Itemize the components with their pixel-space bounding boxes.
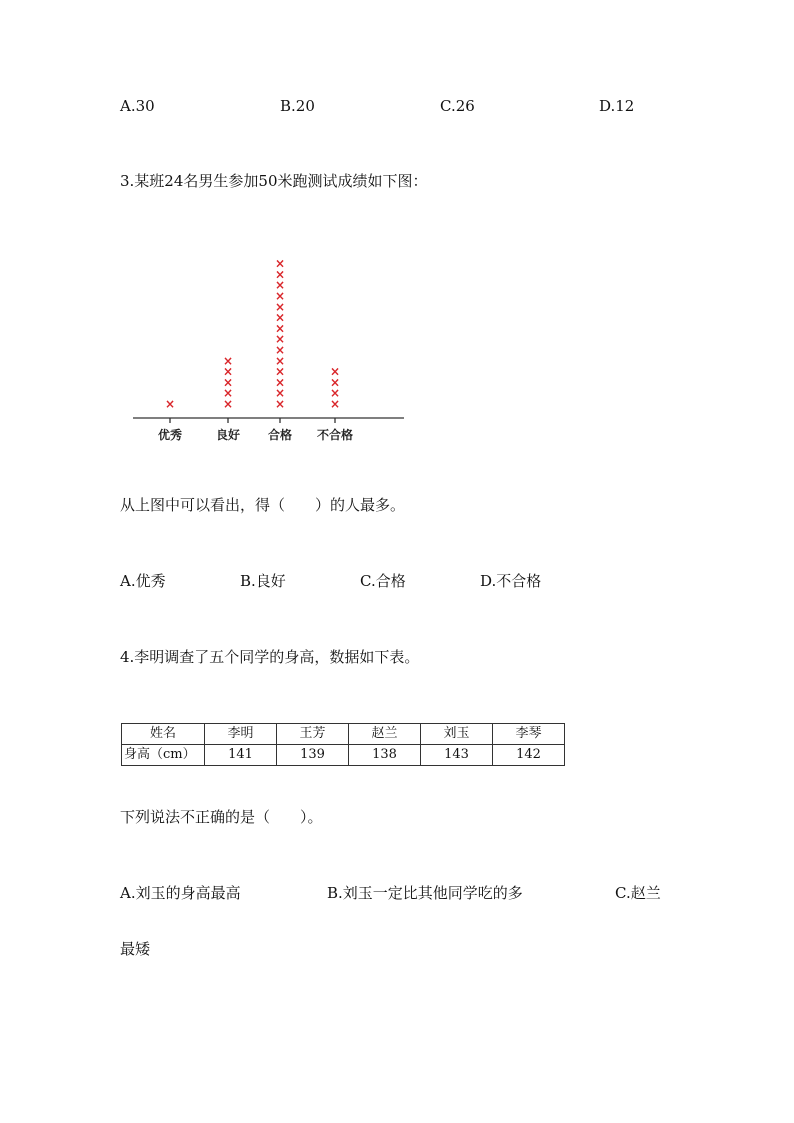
dot-mark: × xyxy=(274,332,286,347)
table-header-row xyxy=(122,724,565,745)
table-cell: 138 xyxy=(349,745,421,766)
q4-option-c: C.赵兰 xyxy=(615,884,661,902)
table-cell: 141 xyxy=(205,745,277,766)
dot-mark: × xyxy=(329,397,341,411)
dot-mark: × xyxy=(274,321,286,336)
dot-mark: × xyxy=(274,343,286,357)
x-tick-label: 不合格 xyxy=(316,428,354,442)
table-cell: 139 xyxy=(277,745,349,766)
table-cell: 王芳 xyxy=(277,724,349,745)
dot-mark: × xyxy=(222,386,234,401)
dot-mark: × xyxy=(329,364,341,379)
q2-option-d: D.12 xyxy=(599,97,635,115)
q3-option-a: A.优秀 xyxy=(120,572,166,590)
dot-mark: × xyxy=(274,353,286,368)
dot-mark: × xyxy=(274,289,286,303)
dot-mark: × xyxy=(222,397,234,411)
dot-mark: × xyxy=(274,278,286,293)
table-cell: 李琴 xyxy=(493,724,565,745)
dot-mark: × xyxy=(274,386,286,401)
height-table xyxy=(121,723,565,766)
dot-mark: × xyxy=(274,364,286,379)
dot-mark: × xyxy=(329,386,341,401)
dot-mark: × xyxy=(274,267,286,282)
q4-option-a: A.刘玉的身高最高 xyxy=(120,884,241,902)
q4-question: 下列说法不正确的是（ ）。 xyxy=(120,808,323,826)
dot-mark: × xyxy=(164,397,176,411)
q4-stem: 4.李明调查了五个同学的身高，数据如下表。 xyxy=(120,648,420,666)
q2-option-b: B.20 xyxy=(280,97,315,115)
q3-stem: 3.某班24名男生参加50米跑测试成绩如下图： xyxy=(120,172,428,190)
q3-question: 从上图中可以看出，得（ ）的人最多。 xyxy=(120,496,406,514)
table-cell: 赵兰 xyxy=(349,724,421,745)
q2-option-c: C.26 xyxy=(440,97,475,115)
table-cell: 143 xyxy=(421,745,493,766)
dot-mark: × xyxy=(274,299,286,314)
q2-option-a: A.30 xyxy=(120,97,155,115)
table-row xyxy=(122,745,565,766)
table-cell: 姓名 xyxy=(122,724,205,745)
dot-mark: × xyxy=(222,364,234,379)
dot-mark: × xyxy=(274,310,286,325)
table-cell: 李明 xyxy=(205,724,277,745)
q3-option-d: D.不合格 xyxy=(480,572,542,590)
dot-mark: × xyxy=(274,375,286,390)
table-cell: 刘玉 xyxy=(421,724,493,745)
q3-option-c: C.合格 xyxy=(360,572,406,590)
q3-option-b: B.良好 xyxy=(240,572,286,590)
dot-mark: × xyxy=(222,375,234,390)
dot-plot-chart xyxy=(120,250,420,450)
table-cell: 142 xyxy=(493,745,565,766)
table-cell: 身高（cm） xyxy=(122,745,205,766)
q4-option-c-continued: 最矮 xyxy=(120,940,151,958)
dot-mark: × xyxy=(274,256,286,271)
x-tick-label: 合格 xyxy=(267,428,293,442)
dot-mark: × xyxy=(329,375,341,390)
q4-option-b: B.刘玉一定比其他同学吃的多 xyxy=(327,884,523,902)
x-tick-label: 良好 xyxy=(215,428,241,442)
dot-mark: × xyxy=(222,353,234,368)
dot-mark: × xyxy=(274,397,286,411)
x-tick-label: 优秀 xyxy=(157,428,183,442)
